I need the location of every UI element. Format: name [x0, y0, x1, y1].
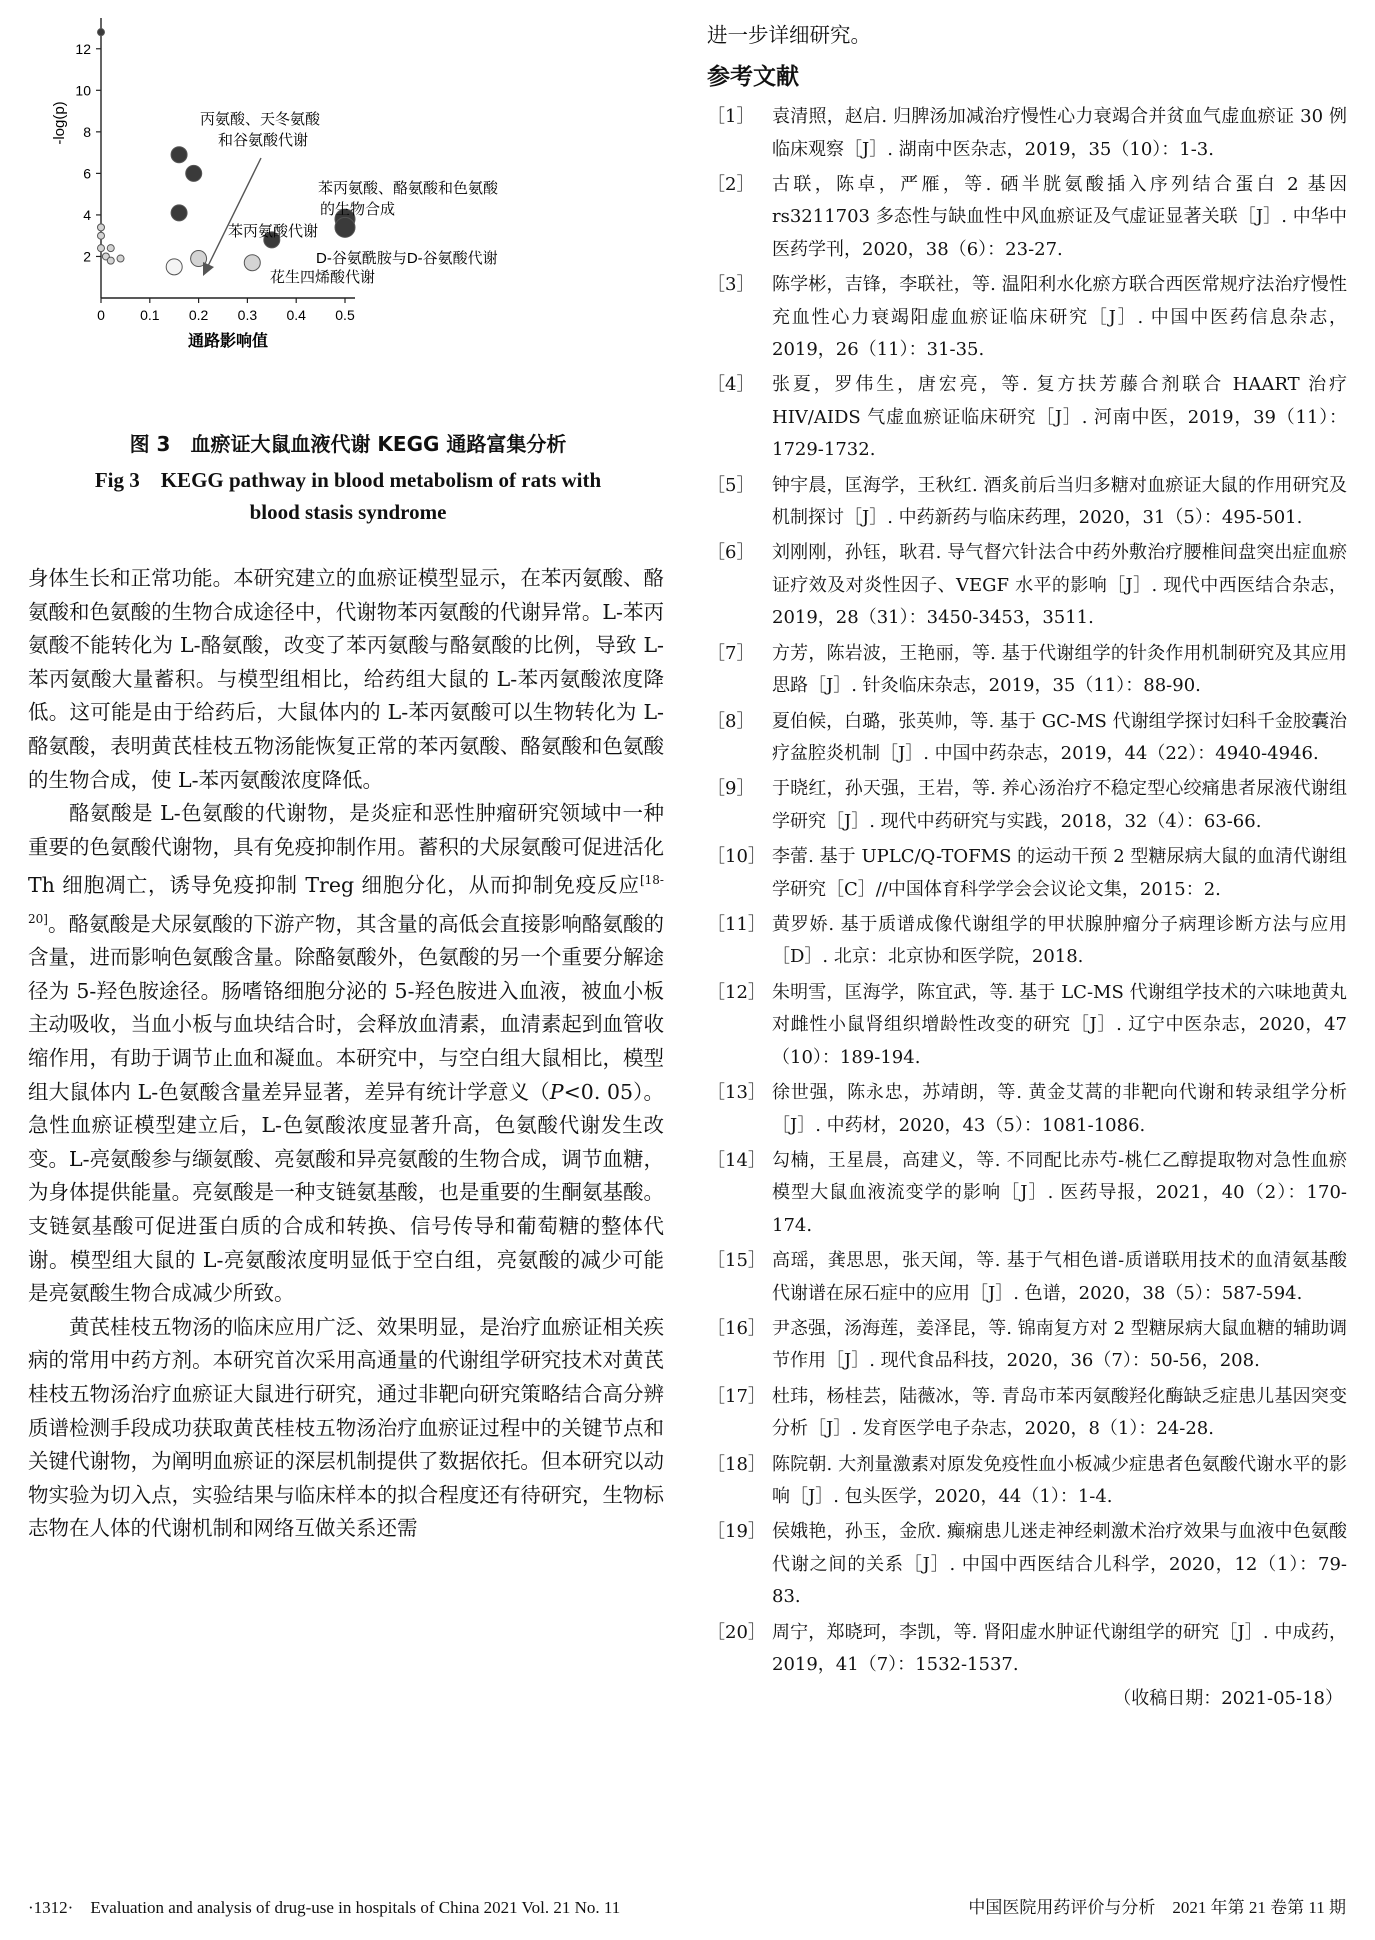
reference-text: 侯娥艳，孙玉，金欣. 癫痫患儿迷走神经刺激术治疗效果与血液中色氨酸代谢之间的关系［J］. 中国中西医结合儿科学，2020，12（1）：79-83. — [772, 1521, 1347, 1608]
x-tick-label: 0.2 — [188, 307, 209, 323]
p-value-symbol: P — [549, 1079, 564, 1104]
annot-arrow-line — [208, 158, 261, 266]
reference-item — [707, 1245, 1347, 1310]
data-point — [107, 257, 114, 264]
reference-text: 于晓红，孙天强，王岩，等. 养心汤治疗不稳定型心绞痛患者尿液代谢组学研究［J］. 现代中药研究与实践，2018，32（4）：63-66. — [772, 778, 1347, 832]
reference-text: 朱明雪，匡海学，陈宜武，等. 基于 LC-MS 代谢组学技术的六味地黄丸对雌性小鼠肾组织增龄性改变的研究［J］. 辽宁中医杂志，2020，47（10）：189-194. — [772, 981, 1347, 1068]
reference-item — [707, 977, 1347, 1075]
annot-phe-tyr-trp-2: 的生物合成 — [320, 201, 396, 218]
reference-text: 方芳，陈岩波，王艳丽，等. 基于代谢组学的针灸作用机制研究及其应用思路［J］. 针灸临床杂志，2019，35（11）：88-90. — [772, 642, 1347, 697]
reference-number: ［20］ — [707, 1621, 766, 1643]
figure-3 — [28, 8, 668, 428]
reference-item — [707, 1381, 1347, 1446]
reference-number: ［11］ — [707, 913, 766, 935]
annot-ala-asp-glu-2: 和谷氨酸代谢 — [218, 132, 309, 149]
reference-text: 杜玮，杨桂芸，陆薇冰，等. 青岛市苯丙氨酸羟化酶缺乏症患儿基因突变分析［J］. 发育医学电子杂志，2020，8（1）：24-28. — [772, 1385, 1347, 1440]
right-column — [707, 18, 1347, 1710]
reference-number: ［9］ — [707, 778, 755, 800]
annot-phe-metabolism: 苯丙氨酸代谢 — [228, 223, 319, 240]
data-point — [171, 205, 187, 221]
reference-number: ［12］ — [707, 981, 766, 1003]
x-tick-label: 0 — [97, 307, 105, 323]
reference-item — [707, 1617, 1347, 1682]
page-footer — [28, 1893, 1346, 1918]
reference-text: 陈院朝. 大剂量激素对原发免疫性血小板减少症患者色氨酸代谢水平的影响［J］. 包头医学，2020，44（1）：1-4. — [772, 1453, 1347, 1508]
reference-number: ［13］ — [707, 1082, 766, 1104]
reference-text: 张夏，罗伟生，唐宏亮，等. 复方扶芳藤合剂联合 HAART 治疗 HIV/AIDS 气虚血瘀证临床研究［J］. 河南中医，2019，39（11）：1729-1732. — [772, 374, 1347, 461]
reference-number: ［2］ — [707, 173, 755, 195]
references-title: 参考文献 — [707, 64, 799, 90]
reference-number: ［6］ — [707, 542, 755, 564]
x-tick-label: 0.4 — [286, 307, 306, 323]
reference-item — [707, 169, 1347, 267]
reference-item — [707, 470, 1347, 535]
kegg-scatter-chart — [28, 8, 668, 428]
reference-item — [707, 909, 1347, 974]
reference-text: 陈学彬，吉锋，李联社，等. 温阳利水化瘀方联合西医常规疗法治疗慢性充血性心力衰竭阳虚血瘀证临床研究［J］. 中国中医药信息杂志，2019，26（11）：31-35. — [772, 274, 1347, 361]
reference-text: 古联，陈卓，严雁，等. 硒半胱氨酸插入序列结合蛋白 2 基因 rs3211703 多态性与缺血性中风血瘀证及气虚证显著关联［J］. 中华中医药学刊，2020，38（6）：23-27. — [772, 173, 1347, 260]
reference-number: ［7］ — [707, 642, 755, 664]
reference-number: ［16］ — [707, 1317, 766, 1339]
x-tick-label: 0.1 — [140, 307, 160, 323]
y-tick-label: 4 — [83, 206, 91, 223]
reference-number: ［10］ — [707, 846, 766, 868]
paragraph-2-part-b: 。酪氨酸是犬尿氨酸的下游产物，其含量的高低会直接影响酪氨酸的含量，进而影响色氨酸含量。除酪氨酸外，色氨酸的另一个重要分解途径为 5-羟色胺途径。肠嗜铬细胞分泌的 5-羟色胺进入血液，被血小板主动吸收，当血小板与血块结合时，会释放血清素，血清素起到血管收缩作用，有助于调节止血和凝血。本研究中，与空白组大鼠相比，模型组大鼠体内 L-色氨酸含量差异显著，差异有统计学意义（ — [28, 911, 664, 1104]
reference-text: 勾楠，王星晨，高建义，等. 不同配比赤芍-桃仁乙醇提取物对急性血瘀模型大鼠血液流变学的影响［J］. 医药导报，2021，40（2）：170-174. — [772, 1149, 1347, 1236]
reference-item — [707, 369, 1347, 467]
figure-caption-en — [28, 464, 668, 528]
reference-number: ［8］ — [707, 710, 755, 732]
reference-text: 李蕾. 基于 UPLC/Q-TOFMS 的运动干预 2 型糖尿病大鼠的血清代谢组学研究［C］//中国体育科学学会会议论文集，2015：2. — [772, 846, 1347, 900]
data-point — [186, 165, 202, 181]
data-point — [98, 232, 105, 239]
reference-number: ［19］ — [707, 1521, 766, 1543]
reference-item — [707, 537, 1347, 635]
y-tick-label: 10 — [75, 82, 91, 99]
reference-number: ［3］ — [707, 274, 755, 296]
y-tick-label: 12 — [75, 40, 91, 57]
y-axis-label: -log(p) — [51, 101, 68, 145]
reference-item — [707, 1516, 1347, 1614]
reference-text: 夏伯候，白璐，张英帅，等. 基于 GC-MS 代谢组学探讨妇科千金胶囊治疗盆腔炎机制［J］. 中国中药杂志，2019，44（22）：4940-4946. — [772, 710, 1347, 765]
paragraph-2-part-a: 酪氨酸是 L-色氨酸的代谢物，是炎症和恶性肿瘤研究领域中一种重要的色氨酸代谢物，具有免疫抑制作用。蓄积的犬尿氨酸可促进活化 Th 细胞凋亡，诱导免疫抑制 Treg 细胞分化，从而抑制免疫反应 — [28, 801, 664, 898]
reference-text: 尹忞强，汤海莲，姜泽昆，等. 锦南复方对 2 型糖尿病大鼠血糖的辅助调节作用［J］. 现代食品科技，2020，36（7）：50-56，208. — [772, 1317, 1347, 1372]
reference-number: ［1］ — [707, 106, 755, 127]
data-point — [98, 224, 105, 231]
footer-right: 中国医院用药评价与分析 2021 年第 21 卷第 11 期 — [968, 1898, 1346, 1917]
reference-number: ［5］ — [707, 474, 755, 496]
footer-left: ·1312· Evaluation and analysis of drug-use in hospitals of China 2021 Vol. 21 No. 11 — [28, 1898, 621, 1917]
figure-caption-en-line2: blood stasis syndrome — [249, 500, 447, 524]
paragraph-continuation: 进一步详细研究。 — [707, 23, 871, 47]
reference-item — [707, 269, 1347, 367]
reference-item — [707, 1313, 1347, 1378]
reference-number: ［18］ — [707, 1453, 766, 1475]
x-axis-label: 通路影响值 — [187, 333, 269, 350]
reference-text: 袁清照，赵启. 归脾汤加减治疗慢性心力衰竭合并贫血气虚血瘀证 30 例临床观察［J］. 湖南中医杂志，2019，35（10）：1-3. — [772, 106, 1347, 160]
data-point — [107, 245, 114, 252]
annot-arachidonic: 花生四烯酸代谢 — [270, 269, 376, 286]
paragraph-2-part-c: <0. 05）。急性血瘀证模型建立后，L-色氨酸浓度显著升高，色氨酸代谢发生改变。L-亮氨酸参与缬氨酸、亮氨酸和异亮氨酸的生物合成，调节血糖，为身体提供能量。亮氨酸是一种支链氨基酸，也是重要的生酮氨基酸。支链氨基酸可促进蛋白质的合成和转换、信号传导和葡萄糖的整体代谢。模型组大鼠的 L-亮氨酸浓度明显低于空白组，亮氨酸的减少可能是亮氨酸生物合成减少所致。 — [28, 1079, 664, 1306]
reference-item — [707, 1077, 1347, 1142]
reference-text: 徐世强，陈永忠，苏靖朗，等. 黄金艾蒿的非靶向代谢和转录组学分析［J］. 中药材，2020，43（5）：1081-1086. — [772, 1082, 1347, 1136]
reference-number: ［14］ — [707, 1149, 766, 1171]
reference-item — [707, 101, 1347, 166]
reference-number: ［17］ — [707, 1385, 766, 1407]
reference-text: 钟宇晨，匡海学，王秋红. 酒炙前后当归多糖对血瘀证大鼠的作用研究及机制探讨［J］. 中药新药与临床药理，2020，31（5）：495-501. — [772, 474, 1347, 529]
paragraph-1: 身体生长和正常功能。本研究建立的血瘀证模型显示，在苯丙氨酸、酪氨酸和色氨酸的生物合成途径中，代谢物苯丙氨酸的代谢异常。L-苯丙氨酸不能转化为 L-酪氨酸，改变了苯丙氨酸与酪氨酸的比例，导致 L-苯丙氨酸大量蓄积。与模型组相比，给药组大鼠的 L-苯丙氨酸浓度降低。这可能是由于给药后，大鼠体内的 L-苯丙氨酸可以生物转化为 L-酪氨酸，表明黄芪桂枝五物汤能恢复正常的苯丙氨酸、酪氨酸和色氨酸的生物合成，使 L-苯丙氨酸浓度降低。 — [28, 566, 664, 792]
reference-number: ［4］ — [707, 374, 755, 396]
left-column-body — [28, 562, 664, 1546]
received-date: （收稿日期：2021-05-18） — [1113, 1688, 1343, 1710]
data-point — [166, 259, 182, 275]
reference-text: 周宁，郑晓珂，李凯，等. 肾阳虚水肿证代谢组学的研究［J］. 中成药，2019，41（7）：1532-1537. — [772, 1621, 1347, 1676]
data-point — [335, 217, 355, 237]
figure-caption-en-line1: Fig 3 KEGG pathway in blood metabolism of rats with — [94, 468, 602, 492]
citation-18-20: [18-20] — [28, 873, 664, 926]
y-tick-label: 6 — [83, 165, 91, 182]
reference-item — [707, 1449, 1347, 1514]
reference-text: 黄罗娇. 基于质谱成像代谢组学的甲状腺肿瘤分子病理诊断方法与应用［D］. 北京：北京协和医学院，2018. — [772, 913, 1347, 968]
figure-caption-cn: 图 3 血瘀证大鼠血液代谢 KEGG 通路富集分析 — [129, 432, 567, 456]
annot-phe-tyr-trp-1: 苯丙氨酸、酪氨酸和色氨酸 — [318, 180, 499, 197]
y-tick-label: 8 — [83, 123, 91, 140]
reference-item — [707, 1145, 1347, 1243]
annot-ala-asp-glu-1: 丙氨酸、天冬氨酸 — [200, 111, 321, 128]
reference-item — [707, 773, 1347, 838]
data-point — [98, 245, 105, 252]
reference-item — [707, 706, 1347, 771]
x-tick-label: 0.3 — [237, 307, 258, 323]
reference-number: ［15］ — [707, 1250, 766, 1272]
data-point — [244, 255, 260, 271]
data-point — [117, 255, 124, 262]
x-tick-label: 0.5 — [335, 307, 355, 323]
data-point — [98, 29, 105, 36]
data-point — [171, 147, 187, 163]
paragraph-2 — [28, 797, 664, 1311]
reference-item — [707, 638, 1347, 703]
reference-item — [707, 841, 1347, 906]
reference-text: 高瑶，龚思思，张天闻，等. 基于气相色谱-质谱联用技术的血清氨基酸代谢谱在尿石症中的应用［J］. 色谱，2020，38（5）：587-594. — [772, 1250, 1347, 1304]
y-tick-label: 2 — [83, 248, 91, 265]
reference-text: 刘刚刚，孙钰，耿君. 导气督穴针法合中药外敷治疗腰椎间盘突出症血瘀证疗效及对炎性因子、VEGF 水平的影响［J］. 现代中西医结合杂志，2019，28（31）：3450-3453，3511. — [772, 542, 1347, 629]
paragraph-3: 黄芪桂枝五物汤的临床应用广泛、效果明显，是治疗血瘀证相关疾病的常用中药方剂。本研究首次采用高通量的代谢组学研究技术对黄芪桂枝五物汤治疗血瘀证大鼠进行研究，通过非靶向研究策略结合高分辨质谱检测手段成功获取黄芪桂枝五物汤治疗血瘀证过程中的关键节点和关键代谢物，为阐明血瘀证的深层机制提供了数据依托。但本研究以动物实验为切入点，实验结果与临床样本的拟合程度还有待研究，生物标志物在人体的代谢机制和网络互做关系还需 — [28, 1314, 664, 1541]
reference-list — [707, 101, 1347, 1682]
annot-d-gln-d-glu: D-谷氨酰胺与D-谷氨酸代谢 — [316, 250, 498, 267]
